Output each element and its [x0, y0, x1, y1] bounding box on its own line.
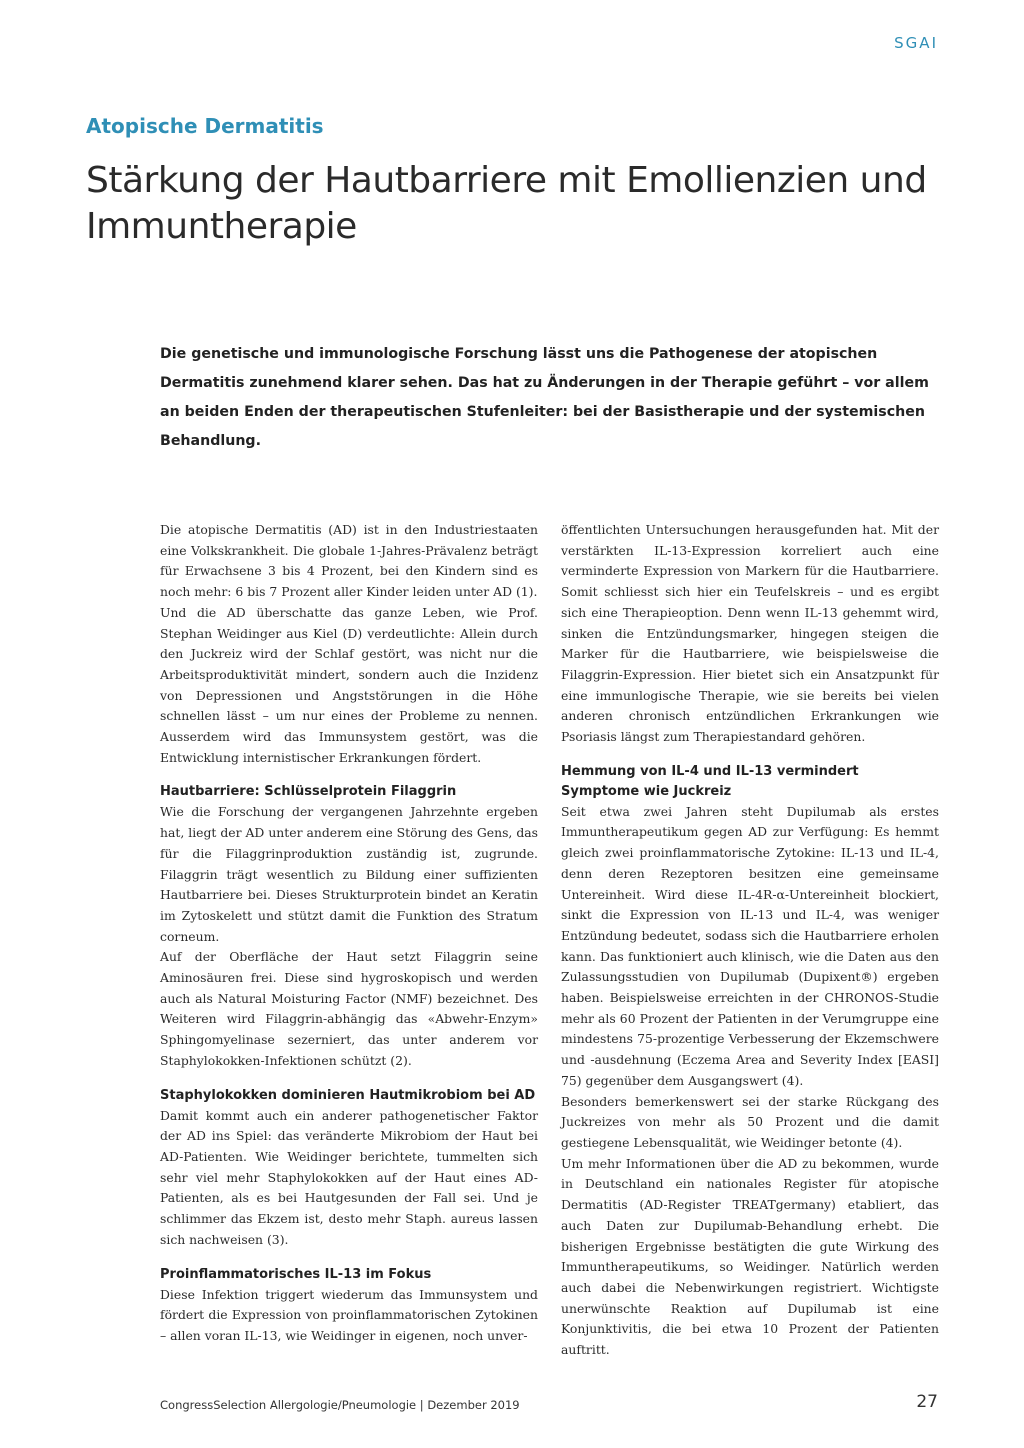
section-heading: Hemmung von IL-4 und IL-13 vermindert Symptome wie Juckreiz [561, 763, 859, 799]
publication-footer: CongressSelection Allergologie/Pneumologie | Dezember 2019 [160, 1398, 520, 1412]
article-kicker: Atopische Dermatitis [86, 114, 324, 138]
section-heading: Staphylokokken dominieren Hautmikrobiom bei AD [160, 1087, 536, 1103]
paragraph: Wie die Forschung der vergangenen Jahrzehnte ergeben hat, liegt der AD unter anderem eine Störung des Gens, das für die Filaggrinproduktion zuständig ist, zugrunde. Filaggrin trägt wesentlich zu Bildung einer suffizienten Hautbarriere bei. Dieses Strukturprotein bindet an Keratin im Zytoskelett und stützt damit die Funktion des Stratum corneum. [160, 804, 538, 944]
paragraph: Besonders bemerkenswert sei der starke Rückgang des Juckreizes von mehr als 50 Prozent und die damit gestiegene Lebensqualität, wie Weidinger betonte (4). [561, 1093, 939, 1150]
article-title: Stärkung der Hautbarriere mit Emollienzien und Immuntherapie [86, 160, 927, 247]
page-number: 27 [916, 1392, 938, 1412]
paragraph: Diese Infektion triggert wiederum das Immunsystem und fördert die Expression von proinflammatorischen Zytokinen – allen voran IL-13, wie Weidinger in eigenen, noch unver- [160, 1286, 538, 1343]
paragraph: Auf der Oberfläche der Haut setzt Filaggrin seine Aminosäuren frei. Diese sind hygroskopisch und werden auch als Natural Moisturing Factor (NMF) bezeichnet. Des Weiteren wird Filaggrin-abhängig das «Abwehr-Enzym» Sphingomyelinase sezerniert, das unter anderem vor Staphylokokken-Infektionen schützt (2). [160, 949, 538, 1068]
section-heading: Proinflammatorisches IL-13 im Fokus [160, 1266, 432, 1282]
paragraph: Um mehr Informationen über die AD zu bekommen, wurde in Deutschland ein nationales Register für atopische Dermatitis (AD-Register TREATgermany) etabliert, das auch Daten zur Dupilumab-Behandlung erhebt. Die bisherigen Ergebnisse bestätigten die gute Wirkung des Immuntherapeutikums, so Weidinger. Natürlich werden auch dabei die Nebenwirkungen registriert. Wichtigste unerwünschte Reaktion auf Dupilumab ist eine Konjunktivitis, die bei etwa 10 Prozent der Patienten auftritt. [561, 1155, 939, 1358]
right-column [561, 520, 939, 1361]
paragraph: Damit kommt auch ein anderer pathogenetischer Faktor der AD ins Spiel: das veränderte Mikrobiom der Haut bei AD-Patienten. Wie Weidinger berichtete, tummelten sich sehr viel mehr Staphylokokken auf der Haut eines AD-Patienten, als es bei Hautgesunden der Fall sei. Und je schlimmer das Ekzem ist, desto mehr Staph. aureus lassen sich nachweisen (3). [160, 1107, 538, 1247]
left-column [160, 520, 538, 1347]
article-lead: Die genetische und immunologische Forschung lässt uns die Pathogenese der atopischen Dermatitis zunehmend klarer sehen. Das hat zu Änderungen in der Therapie geführt – vor allem an beiden Enden der therapeutischen Stufenleiter: bei der Basistherapie und der systemischen Behandlung. [160, 346, 929, 449]
section-heading: Hautbarriere: Schlüsselprotein Filaggrin [160, 784, 457, 800]
paragraph: Seit etwa zwei Jahren steht Dupilumab als erstes Immuntherapeutikum gegen AD zur Verfügung: Es hemmt gleich zwei proinflammatorische Zytokine: IL-13 und IL-4, denn deren Rezeptoren besitzen eine gemeinsame Untereinheit. Wird diese IL-4R-α-Untereinheit blockiert, sinkt die Expression von IL-13 und IL-4, was weniger Entzündung bedeutet, sodass sich die Hautbarriere erholen kann. Das funktioniert auch klinisch, wie die Daten aus den Zulassungsstudien von Dupilumab (Dupixent®) ergeben haben. Beispielsweise erreichten in der CHRONOS-Studie mehr als 60 Prozent der Patienten in der Verumgruppe eine mindestens 75-prozentige Verbesserung der Ekzemschwere und -ausdehnung (Eczema Area and Severity Index [EASI] 75) gegenüber dem Ausgangswert (4). [561, 803, 939, 1088]
paragraph: Die atopische Dermatitis (AD) ist in den Industriestaaten eine Volkskrankheit. Die globale 1-Jahres-Prävalenz beträgt für Erwachsene 3 bis 4 Prozent, bei den Kindern sind es noch mehr: 6 bis 7 Prozent aller Kinder leiden unter AD (1). [160, 522, 538, 600]
paragraph: öffentlichten Untersuchungen herausgefunden hat. Mit der verstärkten IL-13-Expression korreliert auch eine verminderte Expression von Markern für die Hautbarriere. Somit schliesst sich hier ein Teufelskreis – und es ergibt sich eine Therapieoption. Denn wenn IL-13 gehemmt wird, sinken die Entzündungsmarker, hingegen steigen die Marker für die Hautbarriere, wie beispielsweise die Filaggrin-Expression. Hier bietet sich ein Ansatzpunkt für eine immunlogische Therapie, wie sie bereits bei vielen anderen chronisch entzündlichen Erkrankungen wie Psoriasis längst zum Therapiestandard gehören. [561, 522, 939, 745]
brand-label: SGAI [894, 34, 938, 52]
paragraph: Und die AD überschatte das ganze Leben, wie Prof. Stephan Weidinger aus Kiel (D) verdeutlichte: Allein durch den Juckreiz wird der Schlaf gestört, was nicht nur die Arbeitsproduktivität mindert, sondern auch die Inzidenz von Depressionen und Angststörungen in die Höhe schnellen lässt – um nur eines der Probleme zu nennen. Ausserdem wird das Immunsystem gestört, was die Entwicklung internistischer Erkrankungen fördert. [160, 604, 538, 765]
